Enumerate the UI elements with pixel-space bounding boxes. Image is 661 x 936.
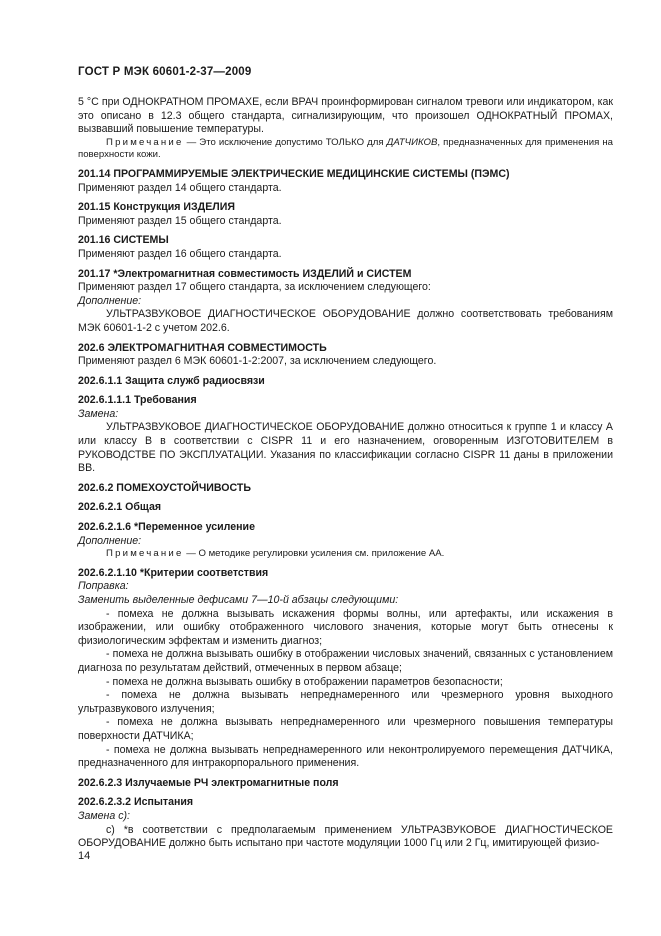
list-item: - помеха не должна вызывать ошибку в отображении числовых значений, связанных с установлением диагноза по результатам действий, отмеченных в первом абзаце;: [78, 648, 613, 674]
paragraph: 5 °С при ОДНОКРАТНОМ ПРОМАХЕ, если ВРАЧ проинформирован сигналом тревоги или индикатором, как это описано в 12.3 общего стандарта, сигнализирующим, что произошел ОДНОКРАТНЫЙ ПРОМАХ, вызвавший повышение температуры.: [78, 96, 613, 136]
paragraph-italic: Дополнение:: [78, 534, 142, 547]
paragraph-italic: Поправка:: [78, 580, 129, 593]
note: [78, 548, 613, 561]
paragraph: Применяют раздел 17 общего стандарта, за исключением следующего:: [78, 281, 431, 294]
note-label: Примечание: [106, 548, 184, 560]
list-item: - помеха не должна вызывать ошибку в отображении параметров безопасности;: [106, 675, 503, 688]
list-item: - помеха не должна вызывать непреднамеренного или неконтролируемого перемещения ДАТЧИКА, предназначенного для интракорпорального применения.: [78, 743, 613, 770]
section-heading: 202.6.1.1 Защита служб радиосвязи: [78, 374, 265, 387]
note-text: , предназначенных для применения на поверхности кожи.: [78, 136, 613, 161]
section-heading: 201.15 Конструкция ИЗДЕЛИЯ: [78, 201, 235, 214]
paragraph: Применяют раздел 14 общего стандарта.: [78, 181, 282, 194]
note-text: — О методике регулировки усиления см. приложение АА.: [183, 548, 445, 560]
paragraph: УЛЬТРАЗВУКОВОЕ ДИАГНОСТИЧЕСКОЕ ОБОРУДОВАНИЕ должно соответствовать требованиям МЭК 60601-1-2 с учетом 202.6.: [78, 308, 613, 334]
section-heading: 202.6.2.3 Излучаемые РЧ электромагнитные поля: [78, 776, 339, 789]
section-heading: 202.6.1.1.1 Требования: [78, 394, 197, 407]
section-heading: 202.6.2.1.10 *Критерии соответствия: [78, 566, 269, 579]
section-heading: 202.6.2.1.6 *Переменное усиление: [78, 521, 255, 534]
paragraph-italic: Замена с):: [78, 809, 130, 822]
paragraph-italic: Дополнение:: [78, 294, 142, 307]
section-heading: 202.6.2 ПОМЕХОУСТОЙЧИВОСТЬ: [78, 481, 251, 494]
section-heading: 202.6 ЭЛЕКТРОМАГНИТНАЯ СОВМЕСТИМОСТЬ: [78, 341, 327, 354]
section-heading: 202.6.2.1 Общая: [78, 501, 162, 514]
paragraph: Применяют раздел 6 МЭК 60601-1-2:2007, за исключением следующего.: [78, 355, 437, 368]
paragraph: УЛЬТРАЗВУКОВОЕ ДИАГНОСТИЧЕСКОЕ ОБОРУДОВАНИЕ должно относиться к группе 1 и классу А или классу В в соответствии с CISPR 11 и его назначением, оговоренным ИЗГОТОВИТЕЛЕМ в РУКОВОДСТВЕ ПО ЭКСПЛУАТАЦИИ. Указания по классификации согласно CISPR 11 даны в приложении ВВ.: [78, 421, 613, 475]
section-heading: 201.16 СИСТЕМЫ: [78, 234, 169, 247]
list-item: - помеха не должна вызывать непреднамеренного или чрезмерного повышения температуры поверхности ДАТЧИКА;: [78, 716, 613, 742]
list-item: - помеха не должна вызывать искажения формы волны, или артефакты, или искажения в изображении, или ошибку отображенного числового значения, которые могут быть отнесены к физиологическим эффектам и изменить диагноз;: [78, 607, 613, 647]
paragraph: Применяют раздел 15 общего стандарта.: [78, 214, 282, 227]
note-text: — Это исключение допустимо ТОЛЬКО для: [183, 136, 387, 148]
paragraph-italic: Заменить выделенные дефисами 7—10-й абзацы следующими:: [78, 594, 399, 606]
paragraph: с) *в соответствии с предполагаемым применением УЛЬТРАЗВУКОВОЕ ДИАГНОСТИЧЕСКОЕ ОБОРУДОВАНИЕ должно быть испытано при частоте модуляции 1000 Гц или 2 Гц, имитирующей физио-: [78, 823, 613, 850]
paragraph: Применяют раздел 16 общего стандарта.: [78, 247, 282, 260]
section-heading: 201.14 ПРОГРАММИРУЕМЫЕ ЭЛЕКТРИЧЕСКИЕ МЕДИЦИНСКИЕ СИСТЕМЫ (ПЭМС): [78, 167, 510, 180]
page-header: ГОСТ Р МЭК 60601-2-37—2009: [78, 66, 252, 78]
paragraph-italic: Замена:: [78, 407, 119, 420]
note-label: Примечание: [106, 136, 184, 148]
document-body: [78, 96, 613, 851]
note-text-italic: ДАТЧИКОВ: [386, 136, 438, 148]
section-heading: 201.17 *Электромагнитная совместимость ИЗДЕЛИЙ и СИСТЕМ: [78, 267, 412, 280]
page-number: 14: [78, 850, 91, 862]
section-heading: 202.6.2.3.2 Испытания: [78, 796, 194, 809]
note: [78, 137, 613, 162]
list-item: - помеха не должна вызывать непреднамеренного или чрезмерного уровня выходного ультразвукового излучения;: [78, 689, 613, 715]
